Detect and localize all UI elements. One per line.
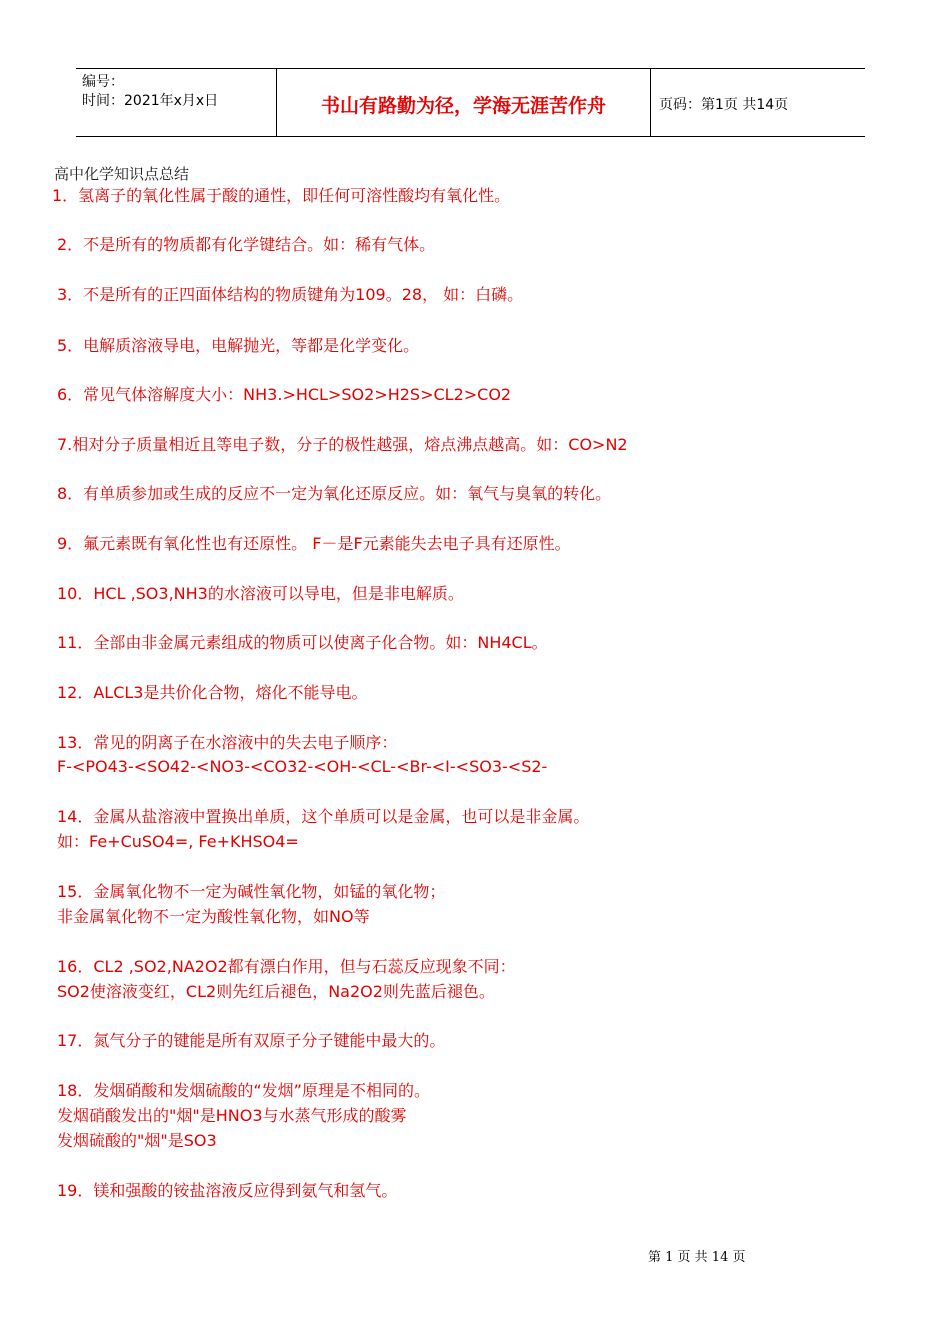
list-item: 15．金属氧化物不一定为碱性氧化物，如锰的氧化物； [57, 882, 446, 901]
list-item: 16．CL2 ,SO2,NA2O2都有漂白作用，但与石蕊反应现象不同： [57, 957, 516, 976]
document-title: 高中化学知识点总结 [54, 165, 190, 183]
list-item: 11．全部由非金属元素组成的物质可以使离子化合物。如：NH4CL。 [57, 633, 548, 652]
header-meta [82, 73, 218, 111]
list-item: 1．氢离子的氧化性属于酸的通性，即任何可溶性酸均有氧化性。 [52, 186, 511, 205]
list-item: 17．氮气分子的键能是所有双原子分子键能中最大的。 [57, 1031, 446, 1050]
list-item: 发烟硝酸发出的"烟"是HNO3与水蒸气形成的酸雾 [57, 1106, 407, 1125]
page-header [76, 68, 865, 137]
list-item: 8．有单质参加或生成的反应不一定为氧化还原反应。如：氧气与臭氧的转化。 [57, 484, 612, 503]
list-item: 5．电解质溶液导电，电解抛光，等都是化学变化。 [57, 336, 420, 355]
list-item: 非金属氧化物不一定为酸性氧化物，如NO等 [57, 907, 370, 926]
number-label: 编号： [82, 74, 124, 90]
list-item: 如：Fe+CuSO4=, Fe+KHSO4= [57, 832, 299, 851]
header-divider [650, 69, 651, 136]
list-item: F-<PO43-<SO42-<NO3-<CO32-<OH-<CL-<Br-<I-<SO3-<S2- [57, 757, 548, 776]
list-item: SO2使溶液变红，CL2则先红后褪色，Na2O2则先蓝后褪色。 [57, 982, 495, 1001]
list-item: 19．镁和强酸的铵盐溶液反应得到氨气和氢气。 [57, 1181, 398, 1200]
list-item: 14．金属从盐溶液中置换出单质，这个单质可以是金属，也可以是非金属。 [57, 807, 590, 826]
list-item: 18．发烟硝酸和发烟硫酸的“发烟”原理是不相同的。 [57, 1081, 430, 1100]
page-footer: 第 1 页 共 14 页 [648, 1250, 746, 1265]
list-item: 9．氟元素既有氧化性也有还原性。 F－是F元素能失去电子具有还原性。 [57, 534, 571, 553]
list-item: 3．不是所有的正四面体结构的物质键角为109。28， 如：白磷。 [57, 285, 524, 304]
header-motto: 书山有路勤为径，学海无涯苦作舟 [320, 95, 606, 117]
list-item: 13．常见的阴离子在水溶液中的失去电子顺序： [57, 733, 398, 752]
list-item: 发烟硫酸的"烟"是SO3 [57, 1131, 217, 1150]
time-label: 时间：2021年x月x日 [82, 93, 219, 109]
list-item: 12．ALCL3是共价化合物，熔化不能导电。 [57, 683, 368, 702]
header-page-label: 页码：第1页 共14页 [659, 97, 789, 113]
list-item: 10．HCL ,SO3,NH3的水溶液可以导电，但是非电解质。 [57, 584, 464, 603]
list-item: 2．不是所有的物质都有化学键结合。如：稀有气体。 [57, 235, 436, 254]
list-item: 6．常见气体溶解度大小：NH3.>HCL>SO2>H2S>CL2>CO2 [57, 385, 512, 404]
list-item: 7.相对分子质量相近且等电子数，分子的极性越强，熔点沸点越高。如：CO>N2 [57, 435, 628, 454]
